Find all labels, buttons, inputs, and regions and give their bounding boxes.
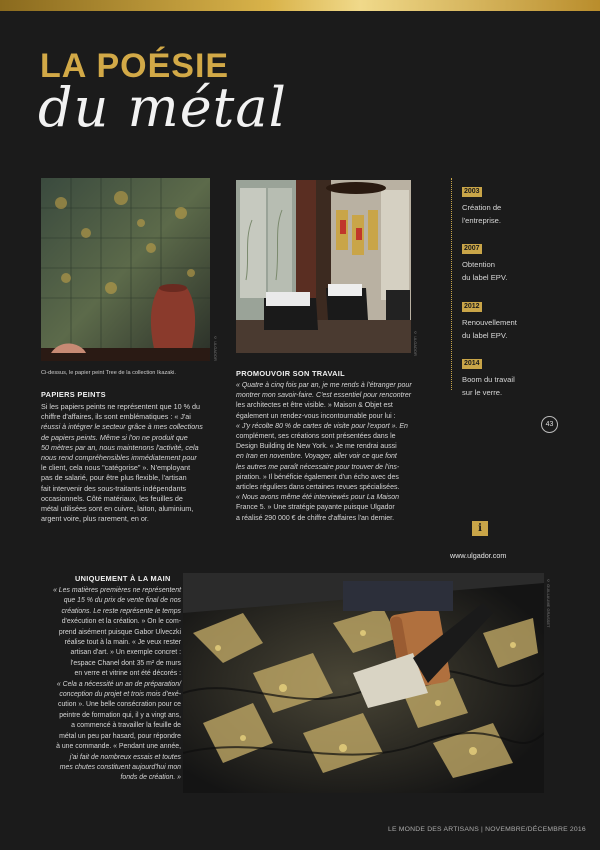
text-line: montrer mon savoir-faire. C'est essentiel pour rencontrer [236,392,412,400]
text-line: les architectes et être visible. » Maison & Objet est [236,402,393,410]
text-line: créations. Le reste représente le temps [61,607,181,615]
timeline-item [462,237,542,284]
photo-caption: Ci-dessus, le papier peint Tree de la collection Ikazaki. [41,370,176,376]
timeline-text-line: du label EPV. [462,331,508,340]
timeline-text [462,316,542,342]
title-line-2: du métal [38,76,287,139]
text-line: de papiers peints. Même si l'on ne produit que [41,432,188,442]
text-line: « J'y récolte 80 % de cartes de visite pour l'export ». En [236,422,408,430]
interior-photo [236,180,411,353]
timeline-item [462,352,542,399]
text-line: « Quatre à cinq fois par an, je me rends à l'étranger pour [236,382,412,389]
heading-uniquement-main: UNIQUEMENT À LA MAIN [75,574,171,583]
website-link[interactable]: www.ulgador.com [450,551,507,560]
text-line: « Cela a nécessité un an de préparation/ [56,680,181,688]
top-gold-bar [0,0,600,11]
text-papiers-peints [41,402,226,524]
text-line: a commencé à travailler la feuille de [71,722,181,730]
text-line: argent voire, plus rarement, en or. [41,514,149,524]
timeline-text [462,258,542,284]
wallpaper-photo [41,178,210,361]
text-promouvoir [236,381,426,524]
text-line: j'ai fait de nombreux essais et toutes [69,753,181,761]
text-line: nous rend compréhensibles immédiatement pour [41,453,197,463]
text-line: « Nous avons même été interviewés pour La Maison [236,494,400,502]
text-line: « Les matières premières ne représentent [53,587,181,594]
text-line: également un rendez-vous incontournable pour lui : [236,412,396,420]
timeline-year: 2003 [464,188,480,195]
text-line: artisan d'art. » Un exemple concret : [70,649,181,657]
timeline-text-line: sur le verre. [462,388,503,397]
text-line: a réalisé 290 000 € de chiffre d'affaires l'an dernier. [236,514,395,522]
heading-promouvoir: PROMOUVOIR SON TRAVAIL [236,369,345,378]
timeline-line [451,178,454,390]
text-line: Si les papiers peints ne représentent que 10 % du [41,402,201,411]
timeline-text-line: Renouvellement [462,318,517,327]
gold-leaf-work-photo [183,573,544,793]
timeline-text [462,373,542,399]
timeline-text-line: Boom du travail [462,375,515,384]
timeline-text-line: Obtention [462,260,495,269]
page-footer: LE MONDE DES ARTISANS | NOVEMBRE/DÉCEMBRE 2016 [388,826,586,833]
info-icon: i [472,521,488,536]
text-line: complément, ses créations sont présentées dans le [236,433,396,441]
photo-credit-3: © GUILLAUME GRASSET [546,578,551,628]
timeline-text [462,201,542,227]
text-line: en verre et vitrine ont été décorés : [74,670,181,678]
timeline-year: 2012 [464,303,480,310]
text-uniquement-main [41,586,181,784]
text-line: piration. » Il bénéficie également d'un écho avec des [236,473,399,481]
heading-papiers-peints: PAPIERS PEINTS [41,390,106,399]
text-line: les autres me paraît nécessaire pour trouver de l'ins- [236,463,400,471]
text-line: mes chutes constituent aujourd'hui mon [59,763,181,771]
text-line: occasionnels. Côté matériaux, les feuilles de [41,493,183,503]
text-line: conception du projet et trois mois d'exé- [59,691,181,699]
photo-credit-2: © ULGADOR [413,330,418,356]
text-line: que 15 % du prix de vente final de nos [63,597,181,605]
text-line: articles réguliers dans certaines revues spécialisées. [236,484,400,492]
timeline-text-line: du label EPV. [462,273,508,282]
timeline-text-line: l'entreprise. [462,216,502,225]
page-number: 43 [541,416,558,433]
title-line-1: LA POÉSIE [40,47,230,85]
text-line: cution ». Une belle consécration pour ce [58,701,181,709]
text-line: peintre de formation qui, il y a vingt ans, [59,711,181,719]
text-line: à une commande. « Pendant une année, [56,743,181,751]
text-line: d'exécution et la création. » On le com- [61,618,181,626]
text-line: pas de salarié, pour être plus flexible, l'artisan [41,473,187,483]
timeline-item [462,295,542,342]
timeline-year: 2014 [464,360,480,367]
text-line: métal utilisées sont en cuivre, laiton, aluminium, [41,504,194,514]
text-line: Design Building de New York. « Je me rendrai aussi [236,443,397,451]
timeline-text-line: Création de [462,203,502,212]
text-line: le client, cela nous "catégorise" ». N'employant [41,463,191,473]
text-line: réalise tout à la main. « Je veux rester [64,639,181,647]
text-line: réussi à intégrer le secteur grâce à mes collections [41,422,203,432]
timeline-item [462,180,542,227]
text-line: France 5. » Une stratégie payante puisque Ulgador [236,504,395,512]
text-line: chiffre d'affaires, ils sont emblématiques : « J'ai [41,412,191,422]
text-line: prend aisément puisque Gabor Ulveczki [58,628,181,636]
text-line: fait intervenir des sous-traitants indépendants [41,483,187,493]
timeline-year: 2007 [464,245,480,252]
photo-credit-1: © ULGADOR [213,335,218,361]
text-line: 50 mètres par an, nous maintenons l'activité, cela [41,442,199,452]
text-line: l'espace Chanel dont 35 m² de murs [70,659,181,667]
text-line: fonds de création. » [120,774,181,782]
text-line: métal un peu par hasard, pour répondre [59,732,181,740]
text-line: en Iran en novembre. Voyager, aller voir ce que font [236,453,397,461]
